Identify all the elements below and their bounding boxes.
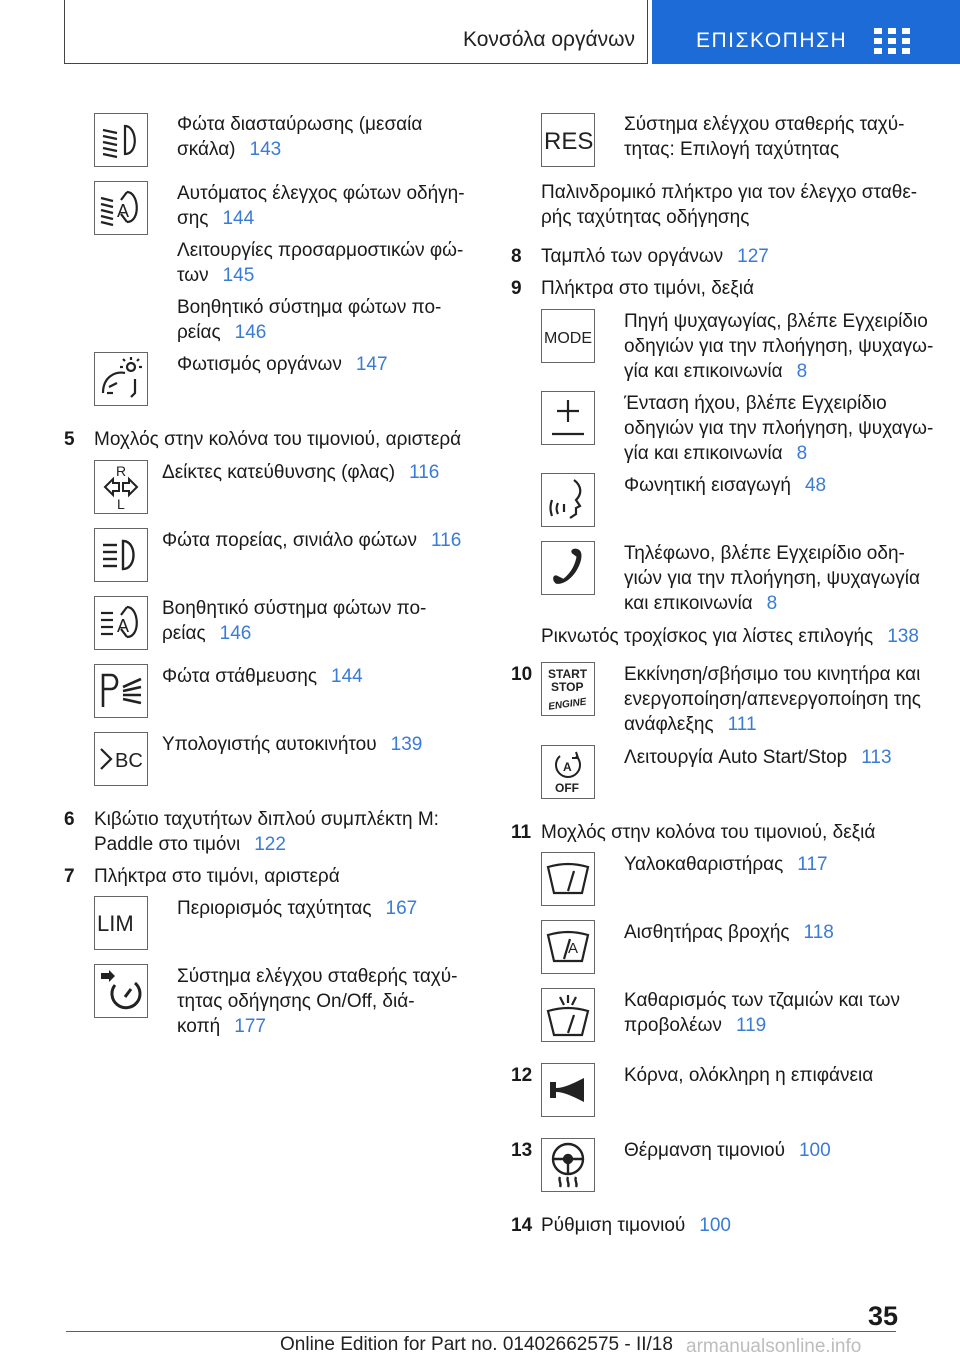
item-number: 5 xyxy=(64,429,75,450)
entry-cruise-control: Σύστημα ελέγχου σταθερής ταχύ- τητας οδήγησης On/Off, διά- κοπή 177 xyxy=(177,966,458,1037)
steering-heating-icon xyxy=(541,1138,595,1192)
washer-icon xyxy=(541,988,595,1042)
page-link[interactable]: 111 xyxy=(727,714,757,735)
item-paddle: Κιβώτιο ταχυτήτων διπλού συμπλέκτη Μ: Paddle στο τιμόνι 122 xyxy=(94,809,439,855)
voice-input-icon xyxy=(541,473,595,527)
grid-icon[interactable] xyxy=(874,28,910,53)
auto-start-stop-icon xyxy=(541,745,595,799)
footer-edition: Online Edition for Part no. 01402662575 - II/18 xyxy=(280,1334,673,1355)
auto-lights-icon xyxy=(94,181,148,235)
page-link[interactable]: 145 xyxy=(222,265,255,286)
speed-limiter-icon xyxy=(94,896,148,950)
high-beam-icon xyxy=(94,528,148,582)
page-link[interactable]: 146 xyxy=(234,322,267,343)
mode-icon xyxy=(541,309,595,363)
entry-turn-signal: Δείκτες κατεύθυνσης (φλας) 116 xyxy=(162,462,440,483)
resume-icon xyxy=(541,113,595,167)
item-steering-adjust: Ρύθμιση τιμονιού 100 xyxy=(541,1215,731,1236)
page-link[interactable]: 146 xyxy=(219,623,252,644)
page-link[interactable]: 139 xyxy=(390,734,423,755)
page-link[interactable]: 127 xyxy=(737,246,769,267)
page-number: 35 xyxy=(867,1301,898,1331)
entry-mode: Πηγή ψυχαγωγίας, βλέπε Εγχειρίδιο οδηγιών για την πλοήγηση, ψυχαγω- γία και επικοινωνία 8 xyxy=(624,311,934,382)
instrument-lighting-icon xyxy=(94,352,148,406)
parking-lights-icon xyxy=(94,664,148,718)
header-section-box xyxy=(64,0,648,64)
svg-text:A: A xyxy=(117,616,130,636)
entry-auto-lights: Αυτόματος έλεγχος φώτων οδήγη- σης 144 xyxy=(177,183,465,229)
bc-label: BC xyxy=(115,750,143,772)
entry-high-beam: Φώτα πορείας, σινιάλο φώτων 116 xyxy=(162,530,462,551)
phone-icon xyxy=(541,541,595,595)
page-link[interactable]: 8 xyxy=(766,593,778,614)
cruise-control-icon xyxy=(94,964,148,1018)
page-link[interactable]: 147 xyxy=(355,354,388,375)
start-label: START xyxy=(548,667,588,681)
page-link[interactable]: 144 xyxy=(331,666,363,687)
entry-parking-lights: Φώτα στάθμευσης 144 xyxy=(162,666,363,687)
page-link[interactable]: 113 xyxy=(861,747,892,768)
lim-label: LIM xyxy=(97,911,134,936)
rain-sensor-icon xyxy=(541,920,595,974)
res-label: RES xyxy=(544,128,594,155)
high-beam-assist-icon xyxy=(94,596,148,650)
page-link[interactable]: 100 xyxy=(699,1215,731,1236)
page-link[interactable]: 144 xyxy=(222,208,255,229)
header-section-title: Κονσόλα οργάνων xyxy=(463,28,635,51)
svg-text:A: A xyxy=(117,201,130,221)
mode-label: MODE xyxy=(544,330,592,347)
page-link[interactable]: 48 xyxy=(804,475,827,496)
item-cluster: Ταμπλό των οργάνων 127 xyxy=(541,246,769,267)
page-link[interactable]: 138 xyxy=(887,626,919,647)
rain-a-label: A xyxy=(568,940,579,957)
page-link[interactable]: 177 xyxy=(234,1016,266,1037)
item-number: 13 xyxy=(511,1140,533,1161)
page-link[interactable]: 8 xyxy=(796,361,808,382)
item-number: 8 xyxy=(511,246,522,267)
entry-washer: Καθαρισμός των τζαμιών και των προβολέων 119 xyxy=(624,990,900,1036)
item-left-buttons: Πλήκτρα στο τιμόνι, αριστερά xyxy=(94,866,340,887)
entry-wiper: Υαλοκαθαριστήρας 117 xyxy=(624,854,828,875)
entry-onboard-computer: Υπολογιστής αυτοκινήτου 139 xyxy=(162,734,423,755)
page-link[interactable]: 117 xyxy=(797,854,828,875)
entry-high-beam-assist: Βοηθητικό σύστημα φώτων πο- ρείας 146 xyxy=(177,297,442,343)
entry-phone: Τηλέφωνο, βλέπε Εγχειρίδιο οδη- γιών για την πλοήγηση, ψυχαγωγία και επικοινωνία 8 xyxy=(624,543,920,614)
page-link[interactable]: 167 xyxy=(385,898,418,919)
item-number: 9 xyxy=(511,278,522,299)
volume-icon xyxy=(541,391,595,445)
item-number: 12 xyxy=(511,1065,533,1086)
entry-auto-start-stop: Λειτουργία Auto Start/Stop 113 xyxy=(624,747,892,768)
page-link[interactable]: 118 xyxy=(803,922,834,943)
entry-resume: Σύστημα ελέγχου σταθερής ταχύ- τητας: Επιλογή ταχύτητας xyxy=(624,114,905,160)
wiper-icon xyxy=(541,852,595,906)
start-stop-icon xyxy=(541,662,595,716)
item-number: 11 xyxy=(511,822,532,843)
header-chapter-title: ΕΠΙΣΚΟΠΗΣΗ xyxy=(696,29,848,52)
a-label: A xyxy=(563,760,572,774)
page-link[interactable]: 119 xyxy=(735,1015,767,1036)
item-number: 6 xyxy=(64,809,75,830)
item-number: 10 xyxy=(511,664,533,685)
horn-icon xyxy=(541,1063,595,1117)
item-number: 14 xyxy=(511,1215,533,1236)
page-link[interactable]: 143 xyxy=(249,139,282,160)
item-steering-heating: Θέρμανση τιμονιού 100 xyxy=(624,1140,831,1161)
page-link[interactable]: 100 xyxy=(798,1140,831,1161)
item-right-stalk: Μοχλός στην κολόνα του τιμονιού, δεξιά xyxy=(541,822,876,843)
entry-high-beam-assist-2: Βοηθητικό σύστημα φώτων πο- ρείας 146 xyxy=(162,598,427,644)
header-chapter-tab[interactable] xyxy=(652,0,960,64)
page-link[interactable]: 116 xyxy=(431,530,462,551)
entry-start-stop: Εκκίνηση/σβήσιμο του κινητήρα και ενεργοποίηση/απενεργοποίηση της ανάφλεξης 111 xyxy=(624,664,921,735)
entry-speed-limiter: Περιορισμός ταχύτητας 167 xyxy=(177,898,418,919)
engine-label: ENGINE xyxy=(547,696,588,713)
onboard-computer-icon xyxy=(94,732,148,786)
low-beam-icon xyxy=(94,113,148,167)
page-link[interactable]: 116 xyxy=(409,462,440,483)
label-r: R xyxy=(116,463,127,479)
entry-instrument-lighting: Φωτισμός οργάνων 147 xyxy=(177,354,388,375)
watermark: armanualsonline.info xyxy=(686,1336,862,1357)
footer-divider xyxy=(66,1331,896,1332)
item-right-buttons: Πλήκτρα στο τιμόνι, δεξιά xyxy=(541,278,754,299)
entry-rain-sensor: Αισθητήρας βροχής 118 xyxy=(624,922,834,943)
page-link[interactable]: 122 xyxy=(254,834,286,855)
entry-thumbwheel: Ρικνωτός τροχίσκος για λίστες επιλογής 138 xyxy=(541,626,919,647)
entry-volume: Ένταση ήχου, βλέπε Εγχειρίδιο οδηγιών για την πλοήγηση, ψυχαγω- γία και επικοινωνία 8 xyxy=(624,393,934,464)
entry-rocker: Παλινδρομικό πλήκτρο για τον έλεγχο σταθε- ρής ταχύτητας οδήγησης xyxy=(541,182,918,228)
off-label: OFF xyxy=(555,781,579,795)
turn-signal-icon xyxy=(94,460,148,514)
stop-label: STOP xyxy=(551,680,584,694)
entry-low-beam: Φώτα διασταύρωσης (μεσαία σκάλα) 143 xyxy=(177,114,423,160)
page-link[interactable]: 8 xyxy=(796,443,808,464)
label-l: L xyxy=(117,496,125,512)
item-number: 7 xyxy=(64,866,75,887)
item-left-stalk: Μοχλός στην κολόνα του τιμονιού, αριστερά xyxy=(94,429,462,450)
entry-voice-input: Φωνητική εισαγωγή 48 xyxy=(624,475,827,496)
item-horn: Κόρνα, ολόκληρη η επιφάνεια xyxy=(624,1065,874,1086)
entry-adaptive-lights: Λειτουργίες προσαρμοστικών φώ- των 145 xyxy=(177,240,464,286)
